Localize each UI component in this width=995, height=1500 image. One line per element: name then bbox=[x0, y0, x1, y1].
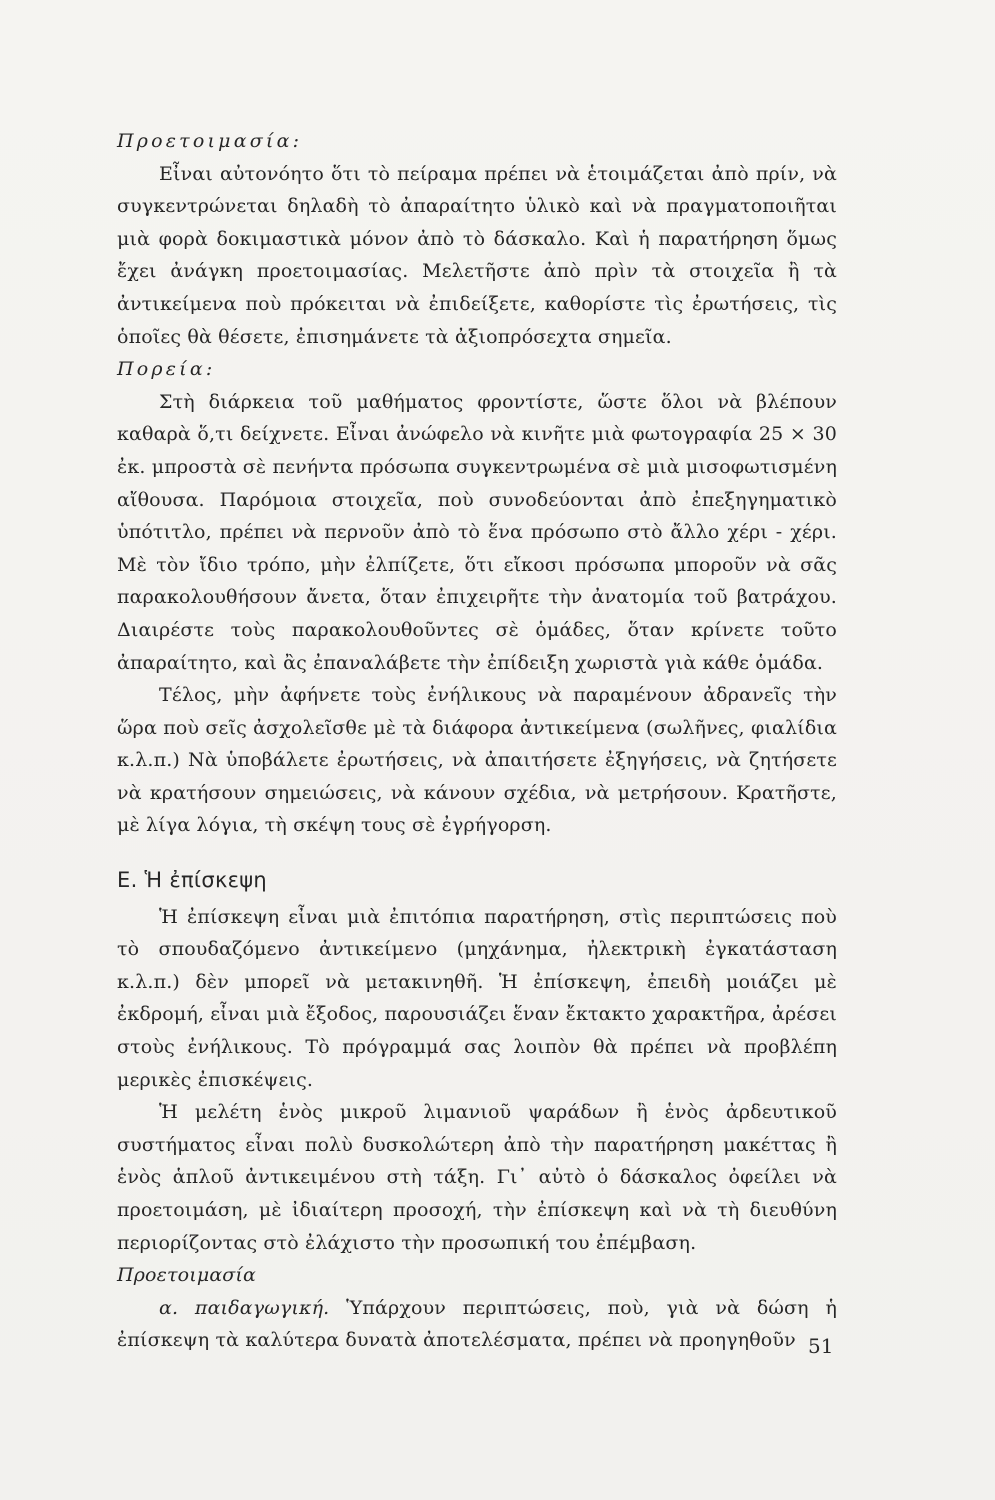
pedagogical-text: Ὑπάρχουν περιπτώσεις, ποὺ, γιὰ νὰ δώση ἡ ἐπίσκεψη τὰ καλύτερα δυνατὰ ἀποτελέσματα, πρέπει νὰ προηγηθοῦν bbox=[117, 1296, 838, 1352]
paragraph-pedagogical bbox=[117, 1292, 837, 1357]
course-heading: Πορεία: bbox=[117, 358, 216, 381]
section-heading-visit: Ε. Ἡ ἐπίσκεψη bbox=[117, 868, 268, 893]
page-number: 51 bbox=[808, 1334, 834, 1358]
visit-preparation-heading: Προετοιμασία bbox=[117, 1264, 257, 1287]
page-text bbox=[117, 125, 837, 1357]
pedagogical-label: α. παιδαγωγική. bbox=[159, 1296, 330, 1319]
paragraph-visit-study: Ἡ μελέτη ἑνὸς μικροῦ λιμανιοῦ ψαράδων ἢ ἑνὸς ἀρδευτικοῦ συστήματος εἶναι πολὺ δυσκολώτερη ἀπὸ τὴν παρατήρηση μακέττας ἢ ἑνὸς ἁπλοῦ ἀντικειμένου στὴ τάξη. Γι᾽ αὐτὸ ὁ δάσκαλος ὀφείλει νὰ προετοιμάση, μὲ ἰδιαίτερη προσοχή, τὴν ἐπίσκεψη καὶ νὰ τὴ διευθύνη περιορίζοντας στὸ ἐλάχιστο τὴν προσωπική του ἐπέμβαση. bbox=[117, 1101, 837, 1254]
paragraph-adults-engagement: Τέλος, μὴν ἀφήνετε τοὺς ἐνήλικους νὰ παραμένουν ἀδρανεῖς τὴν ὥρα ποὺ σεῖς ἀσχολεῖσθε μὲ τὰ διάφορα ἀντικείμενα (σωλῆνες, φιαλίδια κ.λ.π.) Νὰ ὑποβάλετε ἐρωτήσεις, νὰ ἀπαιτήσετε ἐξηγήσεις, νὰ ζητήσετε νὰ κρατήσουν σημειώσεις, νὰ κάνουν σχέδια, νὰ μετρήσουν. Κρατῆστε, μὲ λίγα λόγια, τὴ σκέψη τους σὲ ἐγρήγορση. bbox=[117, 684, 837, 837]
preparation-heading: Προετοιμασία: bbox=[117, 130, 303, 152]
paragraph-preparation: Εἶναι αὐτονόητο ὅτι τὸ πείραμα πρέπει νὰ ἑτοιμάζεται ἀπὸ πρίν, νὰ συγκεντρώνεται δηλαδὴ τὸ ἀπαραίτητο ὑλικὸ καὶ νὰ πραγματοποιῆται μιὰ φορὰ δοκιμαστικὰ μόνον ἀπὸ τὸ δάσκαλο. Καὶ ἡ παρατήρηση ὅμως ἔχει ἀνάγκη προετοιμασίας. Μελετῆστε ἀπὸ πρὶν τὰ στοιχεῖα ἢ τὰ ἀντικείμενα ποὺ πρόκειται νὰ ἐπιδείξετε, καθορίστε τὶς ἐρωτήσεις, τὶς ὁποῖες θὰ θέσετε, ἐπισημάνετε τὰ ἀξιοπρόσεχτα σημεῖα. bbox=[117, 162, 837, 348]
paragraph-course: Στὴ διάρκεια τοῦ μαθήματος φροντίστε, ὥστε ὅλοι νὰ βλέπουν καθαρὰ ὅ,τι δείχνετε. Εἶναι ἀνώφελο νὰ κινῆτε μιὰ φωτογραφία 25 × 30 ἐκ. μπροστὰ σὲ πενήντα πρόσωπα συγκεντρωμένα σὲ μιὰ μισοφωτισμένη αἴθουσα. Παρόμοια στοιχεῖα, ποὺ συνοδεύονται ἀπὸ ἐπεξηγηματικὸ ὑπότιτλο, πρέπει νὰ περνοῦν ἀπὸ τὸ ἕνα πρόσωπο στὸ ἄλλο χέρι - χέρι. Μὲ τὸν ἴδιο τρόπο, μὴν ἐλπίζετε, ὅτι εἴκοσι πρόσωπα μποροῦν νὰ σᾶς παρακολουθήσουν ἄνετα, ὅταν ἐπιχειρῆτε τὴν ἀνατομία τοῦ βατράχου. Διαιρέστε τοὺς παρακολουθοῦντες σὲ ὁμάδες, ὅταν κρίνετε τοῦτο ἀπαραίτητο, καὶ ἂς ἐπαναλάβετε τὴν ἐπίδειξη χωριστὰ γιὰ κάθε ὁμάδα. bbox=[117, 390, 837, 674]
paragraph-visit-definition: Ἡ ἐπίσκεψη εἶναι μιὰ ἐπιτόπια παρατήρηση, στὶς περιπτώσεις ποὺ τὸ σπουδαζόμενο ἀντικείμενο (μηχάνημα, ἠλεκτρικὴ ἐγκατάσταση κ.λ.π.) δὲν μπορεῖ νὰ μετακινηθῆ. Ἡ ἐπίσκεψη, ἐπειδὴ μοιάζει μὲ ἐκδρομή, εἶναι μιὰ ἔξοδος, παρουσιάζει ἕναν ἔκτακτο χαρακτῆρα, ἀρέσει στοὺς ἐνήλικους. Τὸ πρόγραμμά σας λοιπὸν θὰ πρέπει νὰ προβλέπη μερικὲς ἐπισκέψεις. bbox=[117, 905, 837, 1091]
